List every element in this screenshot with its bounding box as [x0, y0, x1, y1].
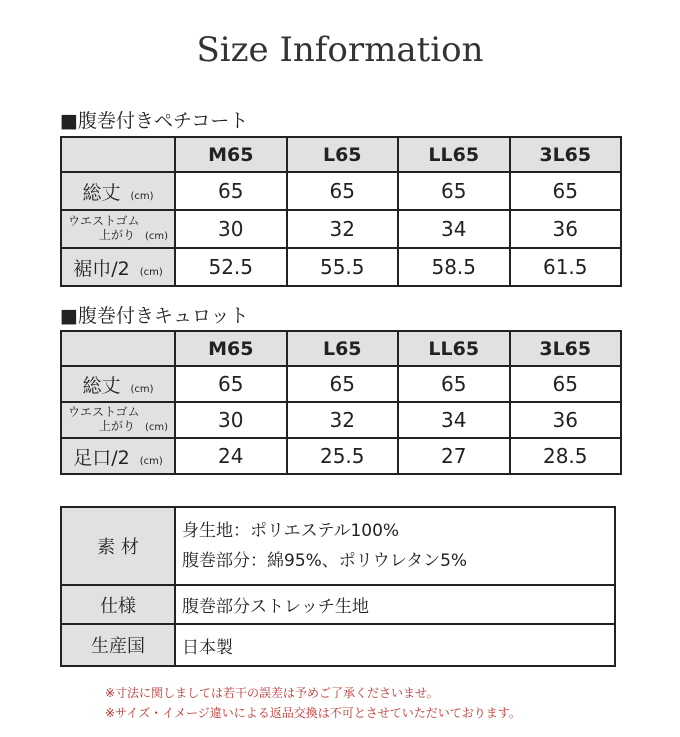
value-cell: 65: [175, 366, 287, 402]
row-label: 総丈: [82, 374, 121, 397]
row-header-leg-opening: [61, 438, 175, 474]
value-cell: 32: [287, 402, 399, 438]
value-cell: 65: [287, 172, 399, 210]
table-row: [61, 438, 621, 474]
value-cell: 65: [287, 366, 399, 402]
note-line: ※サイズ・イメージ違いによる返品交換は不可とさせていただいております。: [105, 706, 521, 720]
row-label-line2: 上がり: [98, 228, 135, 242]
table-row: [61, 248, 621, 286]
value-cell: 52.5: [175, 248, 287, 286]
info-row-origin: [61, 624, 615, 666]
column-header: 3L65: [510, 137, 622, 172]
note-line: ※寸法に関しましては若干の誤差は予めご了承くださいませ。: [105, 686, 439, 700]
column-header: 3L65: [510, 331, 622, 366]
row-label-line1: ウエストゴム: [68, 405, 140, 419]
table-corner-cell: [61, 331, 175, 366]
unit-label: (cm): [144, 422, 168, 433]
value-cell: 34: [398, 402, 510, 438]
value-cell: 25.5: [287, 438, 399, 474]
table-row: [61, 172, 621, 210]
value-cell: 61.5: [510, 248, 622, 286]
spec-value: 腹巻部分ストレッチ生地: [175, 585, 615, 624]
unit-label: (cm): [144, 231, 168, 242]
value-cell: 65: [175, 172, 287, 210]
petticoat-section-label: ■腹巻付きペチコート: [60, 110, 249, 132]
unit-label: (cm): [139, 455, 163, 467]
info-row-spec: [61, 585, 615, 624]
table-header-row: [61, 137, 621, 172]
column-header: LL65: [398, 137, 510, 172]
culotte-section-label: ■腹巻付きキュロット: [60, 305, 249, 327]
value-cell: 55.5: [287, 248, 399, 286]
origin-label: 生産国: [61, 624, 175, 666]
material-label: 素 材: [61, 507, 175, 585]
petticoat-size-table: [60, 136, 622, 287]
value-cell: 24: [175, 438, 287, 474]
row-header-hem: [61, 248, 175, 286]
unit-label: (cm): [139, 266, 163, 278]
value-cell: 65: [398, 366, 510, 402]
row-label-line1: ウエストゴム: [68, 214, 140, 228]
unit-label: (cm): [130, 383, 154, 395]
spec-label: 仕様: [61, 585, 175, 624]
page-title: Size Information: [196, 30, 484, 70]
row-header-length: [61, 172, 175, 210]
info-row-material: [61, 507, 615, 585]
culotte-size-table: [60, 330, 622, 475]
row-header-waist: [61, 210, 175, 248]
column-header: L65: [287, 137, 399, 172]
table-row: [61, 366, 621, 402]
value-cell: 34: [398, 210, 510, 248]
column-header: M65: [175, 137, 287, 172]
row-label: 裾巾/2: [73, 257, 130, 280]
value-cell: 58.5: [398, 248, 510, 286]
material-line: 身生地：ポリエステル100%: [182, 521, 400, 541]
product-info-table: [60, 506, 616, 667]
value-cell: 28.5: [510, 438, 622, 474]
value-cell: 65: [398, 172, 510, 210]
value-cell: 65: [510, 366, 622, 402]
row-header-length: [61, 366, 175, 402]
row-label: 総丈: [82, 181, 121, 204]
value-cell: 30: [175, 210, 287, 248]
table-row: [61, 402, 621, 438]
notes: [105, 683, 521, 723]
material-value: [175, 507, 615, 585]
origin-value: 日本製: [175, 624, 615, 666]
table-corner-cell: [61, 137, 175, 172]
table-row: [61, 210, 621, 248]
column-header: LL65: [398, 331, 510, 366]
unit-label: (cm): [130, 190, 154, 202]
value-cell: 65: [510, 172, 622, 210]
value-cell: 36: [510, 210, 622, 248]
material-line: 腹巻部分：綿95%、ポリウレタン5%: [182, 551, 468, 571]
column-header: M65: [175, 331, 287, 366]
row-label: 足口/2: [73, 446, 130, 469]
table-header-row: [61, 331, 621, 366]
row-header-waist: [61, 402, 175, 438]
value-cell: 32: [287, 210, 399, 248]
value-cell: 30: [175, 402, 287, 438]
value-cell: 27: [398, 438, 510, 474]
row-label-line2: 上がり: [98, 419, 135, 433]
column-header: L65: [287, 331, 399, 366]
value-cell: 36: [510, 402, 622, 438]
